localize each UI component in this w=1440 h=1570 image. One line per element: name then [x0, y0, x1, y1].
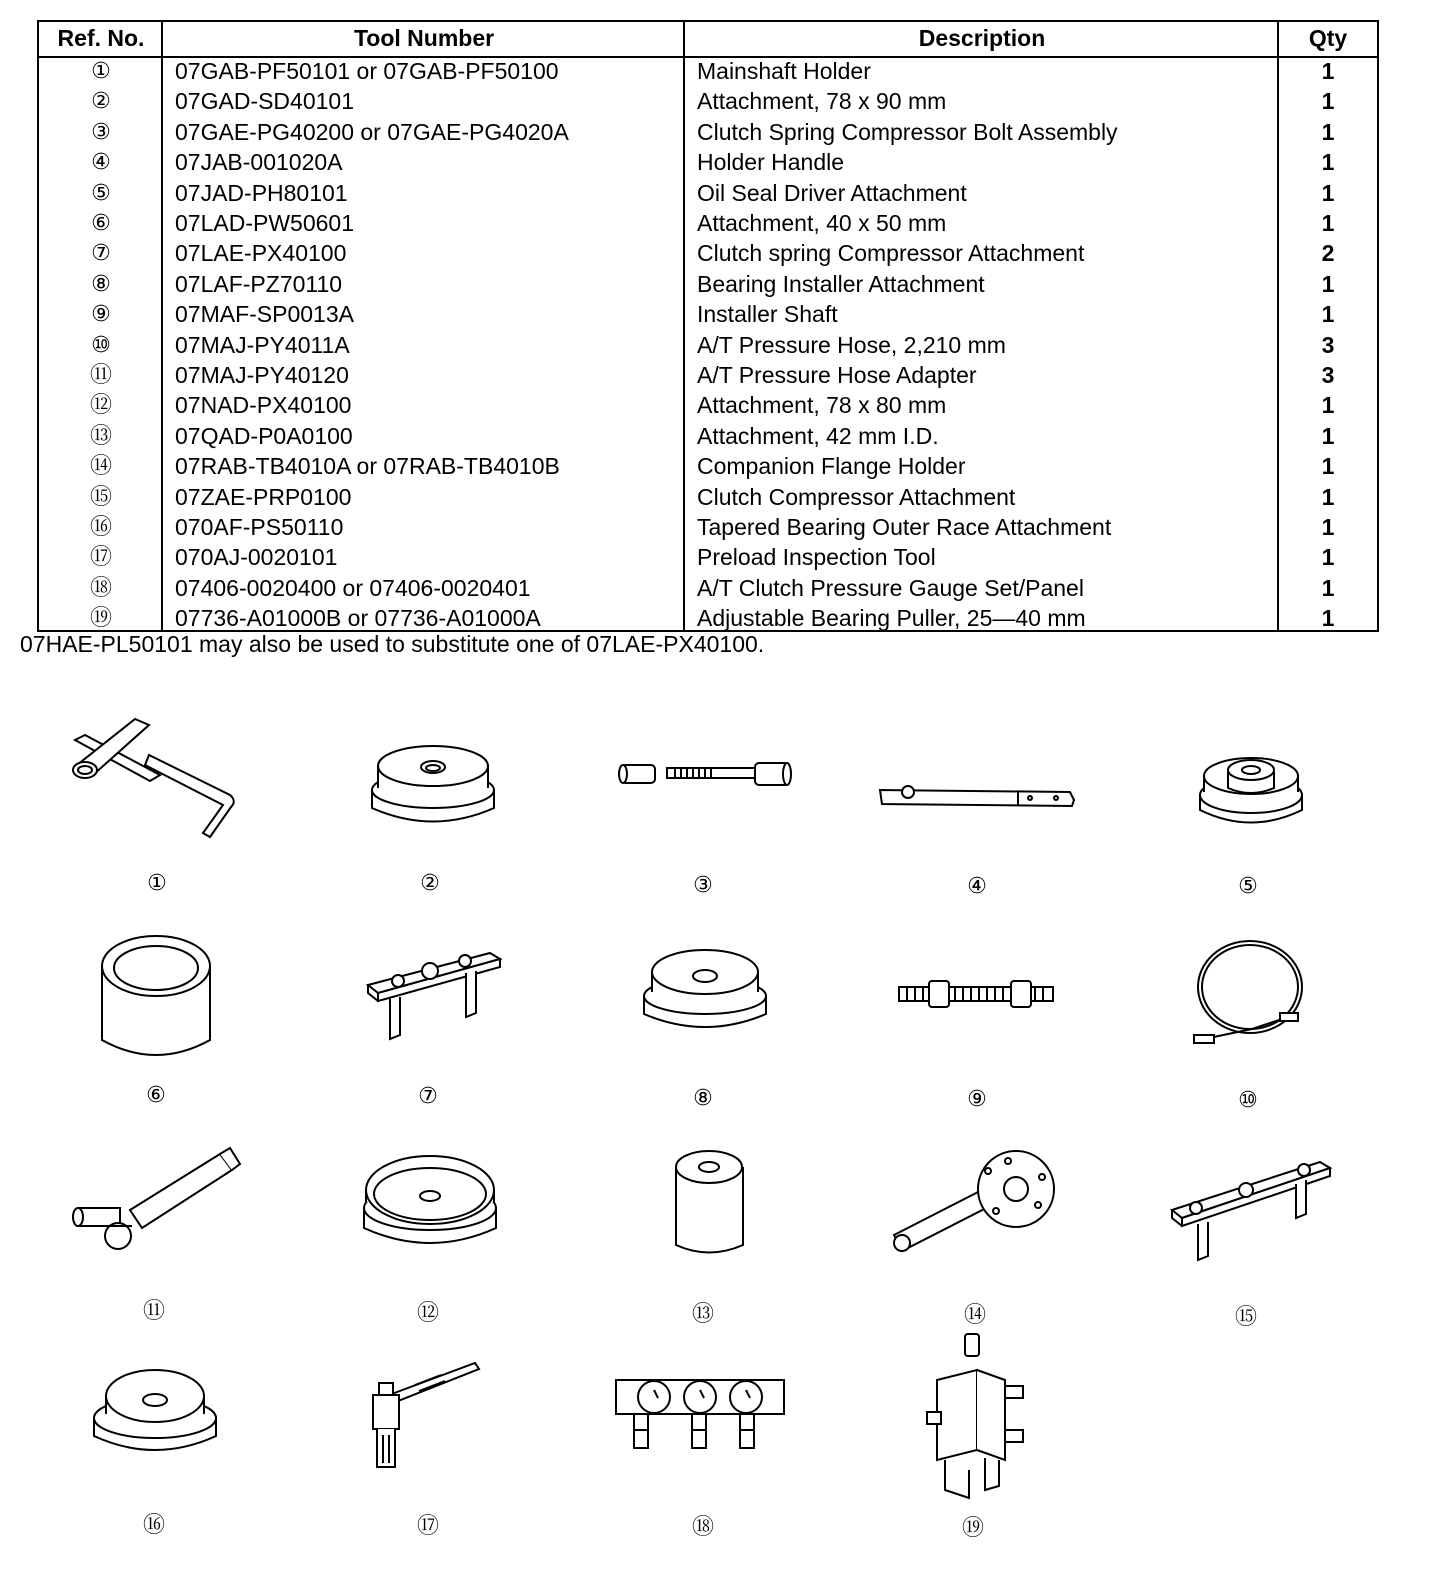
description-cell: Attachment, 40 x 50 mm [697, 210, 947, 236]
oil-seal-driver-icon [1196, 740, 1306, 840]
ref-no-cell: ⑮ [89, 483, 112, 509]
attachment-78x80-icon [360, 1150, 500, 1265]
description-cell: Adjustable Bearing Puller, 25—40 mm [697, 605, 1086, 632]
installer-shaft-icon [895, 975, 1060, 1020]
table-row [39, 603, 1377, 633]
tool-number-cell: 07LAD-PW50601 [175, 210, 354, 236]
footnote: 07HAE-PL50101 may also be used to substitute one of 07LAE-PX40100. [20, 631, 765, 657]
description-cell: Companion Flange Holder [697, 453, 966, 480]
preload-tool-icon [355, 1355, 485, 1480]
compressor-attachment-icon [360, 945, 510, 1050]
header-tool-number: Tool Number [353, 25, 495, 51]
tool-number-cell: 07406-0020400 or 07406-0020401 [175, 574, 531, 601]
ref-no-cell: ⑧ [91, 270, 111, 296]
outer-race-attachment-icon [90, 1360, 220, 1470]
table-row [39, 330, 1377, 360]
figure-number-label: ① [147, 870, 167, 895]
description-cell: Clutch Spring Compressor Bolt Assembly [697, 118, 1118, 145]
bearing-puller-icon [925, 1330, 1030, 1510]
tool-number-cell: 07GAB-PF50101 or 07GAB-PF50100 [175, 58, 559, 84]
description-cell: Clutch spring Compressor Attachment [697, 240, 1085, 267]
header-qty: Qty [1308, 25, 1348, 51]
ref-no-cell: ⑤ [91, 179, 111, 205]
tool-number-cell: 07MAF-SP0013A [175, 301, 354, 328]
description-cell: Attachment, 78 x 90 mm [697, 88, 947, 115]
ref-no-cell: ⑪ [89, 362, 112, 387]
table-row [39, 451, 1377, 481]
figure-number-label: ④ [967, 873, 987, 898]
figure-number-label: ⑫ [416, 1300, 439, 1325]
qty-cell: 1 [1321, 422, 1335, 449]
table-row [39, 86, 1377, 116]
qty-cell: 3 [1321, 331, 1335, 358]
figure-number-label: ⑦ [418, 1083, 438, 1108]
qty-cell: 1 [1321, 118, 1335, 145]
header-ref-no: Ref. No. [57, 25, 145, 51]
tool-number-cell: 07GAD-SD40101 [175, 88, 354, 115]
table-row [39, 208, 1377, 238]
tool-number-cell: 07MAJ-PY40120 [175, 362, 349, 388]
tool-number-cell: 07NAD-PX40100 [175, 392, 352, 419]
mainshaft-holder-icon [65, 715, 245, 850]
table-row [39, 238, 1377, 268]
figure-number-label: ⑲ [961, 1515, 984, 1540]
description-cell: Holder Handle [697, 149, 845, 176]
bearing-installer-icon [640, 940, 770, 1045]
tool-number-cell: 07RAB-TB4010A or 07RAB-TB4010B [175, 453, 560, 480]
ref-no-cell: ⑬ [89, 422, 112, 448]
tool-number-cell: 070AJ-0020101 [175, 544, 338, 571]
qty-cell: 1 [1321, 270, 1335, 297]
ref-no-cell: ⑰ [89, 544, 112, 570]
qty-cell: 1 [1321, 392, 1335, 419]
ref-no-cell: ⑭ [89, 453, 112, 479]
header-description: Description [918, 25, 1046, 51]
figure-number-label: ⑤ [1238, 873, 1258, 898]
table-row [39, 390, 1377, 420]
ref-no-cell: ③ [91, 118, 111, 144]
tool-number-cell: 07736-A01000B or 07736-A01000A [175, 605, 541, 632]
figure-number-label: ③ [693, 872, 713, 897]
attachment-42mm-icon [672, 1145, 747, 1265]
table-row [39, 360, 1377, 390]
figure-number-label: ⑱ [691, 1514, 714, 1539]
attachment-78x90-icon [368, 740, 498, 840]
clutch-compressor-icon [1168, 1150, 1338, 1270]
figure-number-label: ⑬ [691, 1301, 714, 1326]
ref-no-cell: ① [91, 58, 111, 83]
flange-holder-icon [888, 1155, 1063, 1260]
qty-cell: 1 [1321, 544, 1335, 571]
description-cell: A/T Clutch Pressure Gauge Set/Panel [697, 574, 1084, 601]
special-tools-table [37, 20, 1379, 632]
qty-cell: 1 [1321, 58, 1335, 84]
description-cell: Oil Seal Driver Attachment [697, 179, 967, 206]
table-row [39, 512, 1377, 542]
table-row [39, 573, 1377, 603]
pressure-hose-icon [1192, 935, 1307, 1055]
ref-no-cell: ⑦ [91, 240, 111, 266]
qty-cell: 1 [1321, 88, 1335, 115]
table-row [39, 147, 1377, 177]
figure-number-label: ⑧ [693, 1085, 713, 1110]
table-row [39, 269, 1377, 299]
ref-no-cell: ⑯ [89, 514, 112, 539]
pressure-gauge-panel-icon [610, 1370, 790, 1470]
table-row [39, 117, 1377, 147]
bolt-assembly-icon [615, 755, 795, 800]
qty-cell: 1 [1321, 453, 1335, 480]
ref-no-cell: ② [91, 88, 111, 114]
tool-number-cell: 07MAJ-PY4011A [175, 331, 350, 358]
holder-handle-icon [878, 780, 1078, 815]
qty-cell: 1 [1321, 210, 1335, 236]
table-row [39, 56, 1377, 86]
figure-number-label: ② [420, 870, 440, 895]
qty-cell: 1 [1321, 179, 1335, 206]
qty-cell: 1 [1321, 574, 1335, 601]
description-cell: A/T Pressure Hose Adapter [697, 362, 977, 388]
qty-cell: 2 [1321, 240, 1335, 267]
figure-number-label: ⑨ [967, 1086, 987, 1111]
description-cell: Attachment, 42 mm I.D. [697, 422, 939, 449]
qty-cell: 1 [1321, 301, 1335, 328]
ref-no-cell: ④ [91, 149, 111, 175]
figure-number-label: ⑩ [1238, 1087, 1258, 1112]
figure-number-label: ⑰ [416, 1513, 439, 1538]
qty-cell: 1 [1321, 514, 1335, 540]
tool-number-cell: 07QAD-P0A0100 [175, 422, 353, 449]
hose-adapter-icon [70, 1140, 245, 1260]
table-row [39, 178, 1377, 208]
tool-number-cell: 07JAD-PH80101 [175, 179, 348, 206]
description-cell: Preload Inspection Tool [697, 544, 936, 571]
qty-cell: 1 [1321, 605, 1335, 632]
description-cell: Mainshaft Holder [697, 58, 871, 84]
description-cell: Tapered Bearing Outer Race Attachment [697, 514, 1112, 540]
table-row [39, 421, 1377, 451]
description-cell: A/T Pressure Hose, 2,210 mm [697, 331, 1006, 358]
tool-number-cell: 07JAB-001020A [175, 149, 343, 176]
description-cell: Clutch Compressor Attachment [697, 483, 1016, 510]
tool-number-cell: 07LAE-PX40100 [175, 240, 347, 267]
figure-number-label: ⑪ [142, 1298, 165, 1323]
figure-number-label: ⑯ [142, 1512, 165, 1537]
qty-cell: 1 [1321, 149, 1335, 176]
figure-number-label: ⑥ [146, 1082, 166, 1107]
qty-cell: 1 [1321, 483, 1335, 510]
ref-no-cell: ⑫ [89, 392, 112, 418]
description-cell: Installer Shaft [697, 301, 838, 328]
table-row [39, 542, 1377, 572]
ref-no-cell: ⑩ [91, 331, 111, 357]
tool-number-cell: 07GAE-PG40200 or 07GAE-PG4020A [175, 118, 569, 145]
table-header [39, 22, 1377, 58]
table-row [39, 299, 1377, 329]
ref-no-cell: ⑲ [89, 605, 112, 631]
tool-number-cell: 070AF-PS50110 [175, 514, 344, 540]
figure-number-label: ⑭ [963, 1302, 986, 1327]
figure-number-label: ⑮ [1234, 1304, 1257, 1329]
ref-no-cell: ⑥ [91, 210, 111, 235]
table-row [39, 482, 1377, 512]
tool-number-cell: 07LAF-PZ70110 [175, 270, 343, 297]
ref-no-cell: ⑨ [91, 301, 111, 327]
description-cell: Bearing Installer Attachment [697, 270, 985, 297]
ref-no-cell: ⑱ [89, 574, 112, 600]
attachment-40x50-icon [96, 930, 216, 1075]
tool-number-cell: 07ZAE-PRP0100 [175, 483, 352, 510]
description-cell: Attachment, 78 x 80 mm [697, 392, 947, 419]
qty-cell: 3 [1321, 362, 1335, 388]
